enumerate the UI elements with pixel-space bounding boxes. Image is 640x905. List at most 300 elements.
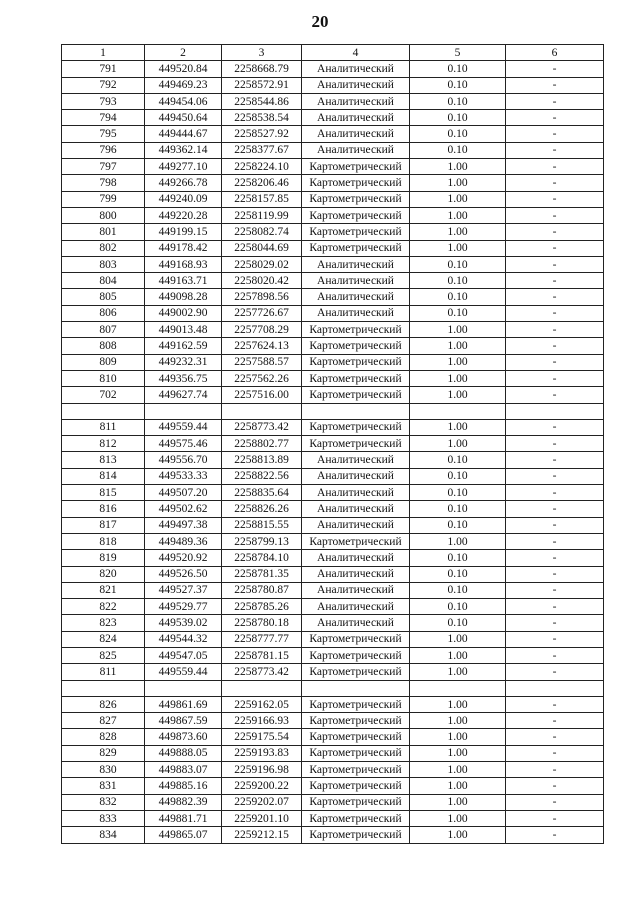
description-cell: - <box>506 273 604 289</box>
y-coordinate-cell: 2257624.13 <box>222 338 302 354</box>
page-number: 20 <box>311 12 329 31</box>
y-coordinate-cell: 2258835.64 <box>222 485 302 501</box>
description-cell: - <box>506 501 604 517</box>
method-cell: Аналитический <box>302 77 410 93</box>
x-coordinate-cell: 449885.16 <box>145 778 222 794</box>
point-number-cell: 817 <box>62 517 145 533</box>
table-row <box>62 468 604 484</box>
x-coordinate-cell: 449098.28 <box>145 289 222 305</box>
description-cell: - <box>506 207 604 223</box>
description-cell: - <box>506 77 604 93</box>
method-cell <box>302 403 410 419</box>
x-coordinate-cell: 449356.75 <box>145 370 222 386</box>
y-coordinate-cell: 2258773.42 <box>222 419 302 435</box>
accuracy-cell: 0.10 <box>410 289 506 305</box>
x-coordinate-cell: 449539.02 <box>145 615 222 631</box>
y-coordinate-cell: 2258029.02 <box>222 256 302 272</box>
accuracy-cell: 1.00 <box>410 419 506 435</box>
method-cell: Картометрический <box>302 419 410 435</box>
x-coordinate-cell: 449277.10 <box>145 159 222 175</box>
x-coordinate-cell: 449575.46 <box>145 436 222 452</box>
y-coordinate-cell: 2258157.85 <box>222 191 302 207</box>
accuracy-cell: 1.00 <box>410 224 506 240</box>
y-coordinate-cell: 2259196.98 <box>222 762 302 778</box>
y-coordinate-cell: 2258773.42 <box>222 664 302 680</box>
point-number-cell: 807 <box>62 322 145 338</box>
x-coordinate-cell: 449527.37 <box>145 582 222 598</box>
point-number-cell: 805 <box>62 289 145 305</box>
accuracy-cell: 1.00 <box>410 175 506 191</box>
accuracy-cell: 0.10 <box>410 599 506 615</box>
point-number-cell: 818 <box>62 533 145 549</box>
method-cell: Картометрический <box>302 387 410 403</box>
x-coordinate-cell: 449544.32 <box>145 631 222 647</box>
description-cell: - <box>506 354 604 370</box>
x-coordinate-cell: 449240.09 <box>145 191 222 207</box>
method-cell: Картометрический <box>302 810 410 826</box>
point-number-cell: 791 <box>62 61 145 77</box>
method-cell: Картометрический <box>302 191 410 207</box>
point-number-cell: 834 <box>62 827 145 843</box>
y-coordinate-cell: 2258802.77 <box>222 436 302 452</box>
y-coordinate-cell: 2257516.00 <box>222 387 302 403</box>
description-cell: - <box>506 810 604 826</box>
x-coordinate-cell: 449865.07 <box>145 827 222 843</box>
table-row <box>62 142 604 158</box>
point-number-cell: 799 <box>62 191 145 207</box>
description-cell: - <box>506 664 604 680</box>
accuracy-cell: 0.10 <box>410 517 506 533</box>
point-number-cell: 793 <box>62 93 145 109</box>
table-row <box>62 338 604 354</box>
accuracy-cell: 0.10 <box>410 273 506 289</box>
x-coordinate-cell: 449013.48 <box>145 322 222 338</box>
method-cell: Аналитический <box>302 110 410 126</box>
table-row <box>62 778 604 794</box>
method-cell: Картометрический <box>302 207 410 223</box>
point-number-cell: 792 <box>62 77 145 93</box>
table-row <box>62 256 604 272</box>
x-coordinate-cell: 449888.05 <box>145 745 222 761</box>
table-row <box>62 224 604 240</box>
point-number-cell: 796 <box>62 142 145 158</box>
table-row <box>62 713 604 729</box>
x-coordinate-cell: 449362.14 <box>145 142 222 158</box>
x-coordinate-cell: 449502.62 <box>145 501 222 517</box>
point-number-cell: 811 <box>62 664 145 680</box>
table-row <box>62 794 604 810</box>
accuracy-cell: 1.00 <box>410 354 506 370</box>
accuracy-cell: 0.10 <box>410 452 506 468</box>
table-row <box>62 93 604 109</box>
accuracy-cell: 1.00 <box>410 794 506 810</box>
table-row <box>62 631 604 647</box>
x-coordinate-cell: 449220.28 <box>145 207 222 223</box>
accuracy-cell: 1.00 <box>410 191 506 207</box>
method-cell: Аналитический <box>302 93 410 109</box>
accuracy-cell: 1.00 <box>410 810 506 826</box>
y-coordinate-cell: 2257898.56 <box>222 289 302 305</box>
y-coordinate-cell <box>222 680 302 696</box>
column-header: 2 <box>145 45 222 61</box>
table-row <box>62 126 604 142</box>
description-cell: - <box>506 61 604 77</box>
point-number-cell: 833 <box>62 810 145 826</box>
accuracy-cell: 1.00 <box>410 533 506 549</box>
table-row <box>62 647 604 663</box>
y-coordinate-cell: 2258784.10 <box>222 550 302 566</box>
x-coordinate-cell: 449529.77 <box>145 599 222 615</box>
accuracy-cell: 1.00 <box>410 387 506 403</box>
y-coordinate-cell: 2258813.89 <box>222 452 302 468</box>
method-cell: Аналитический <box>302 582 410 598</box>
x-coordinate-cell: 449450.64 <box>145 110 222 126</box>
table-row <box>62 289 604 305</box>
method-cell: Картометрический <box>302 696 410 712</box>
description-cell: - <box>506 794 604 810</box>
description-cell: - <box>506 191 604 207</box>
point-number-cell: 811 <box>62 419 145 435</box>
accuracy-cell: 0.10 <box>410 61 506 77</box>
y-coordinate-cell: 2258780.87 <box>222 582 302 598</box>
method-cell: Аналитический <box>302 273 410 289</box>
x-coordinate-cell: 449883.07 <box>145 762 222 778</box>
x-coordinate-cell: 449199.15 <box>145 224 222 240</box>
x-coordinate-cell: 449547.05 <box>145 647 222 663</box>
table-row <box>62 452 604 468</box>
y-coordinate-cell: 2258781.35 <box>222 566 302 582</box>
description-cell: - <box>506 175 604 191</box>
table-row <box>62 485 604 501</box>
accuracy-cell: 1.00 <box>410 338 506 354</box>
x-coordinate-cell: 449520.92 <box>145 550 222 566</box>
point-number-cell: 812 <box>62 436 145 452</box>
accuracy-cell: 0.10 <box>410 485 506 501</box>
point-number-cell: 802 <box>62 240 145 256</box>
y-coordinate-cell: 2258668.79 <box>222 61 302 77</box>
description-cell: - <box>506 550 604 566</box>
method-cell: Картометрический <box>302 745 410 761</box>
point-number-cell: 830 <box>62 762 145 778</box>
accuracy-cell: 1.00 <box>410 159 506 175</box>
point-number-cell: 815 <box>62 485 145 501</box>
description-cell <box>506 403 604 419</box>
x-coordinate-cell: 449232.31 <box>145 354 222 370</box>
accuracy-cell: 0.10 <box>410 126 506 142</box>
y-coordinate-cell: 2257562.26 <box>222 370 302 386</box>
method-cell: Картометрический <box>302 713 410 729</box>
table-row <box>62 762 604 778</box>
point-number-cell: 828 <box>62 729 145 745</box>
description-cell: - <box>506 599 604 615</box>
point-number-cell: 808 <box>62 338 145 354</box>
table-row <box>62 354 604 370</box>
description-cell <box>506 680 604 696</box>
method-cell: Аналитический <box>302 289 410 305</box>
accuracy-cell: 1.00 <box>410 664 506 680</box>
table-row <box>62 615 604 631</box>
method-cell: Аналитический <box>302 305 410 321</box>
description-cell: - <box>506 631 604 647</box>
method-cell: Аналитический <box>302 599 410 615</box>
y-coordinate-cell: 2259193.83 <box>222 745 302 761</box>
y-coordinate-cell: 2257708.29 <box>222 322 302 338</box>
table-row <box>62 566 604 582</box>
table-row <box>62 110 604 126</box>
method-cell: Картометрический <box>302 778 410 794</box>
table-row <box>62 273 604 289</box>
y-coordinate-cell: 2258538.54 <box>222 110 302 126</box>
point-number-cell: 823 <box>62 615 145 631</box>
accuracy-cell: 0.10 <box>410 582 506 598</box>
description-cell: - <box>506 436 604 452</box>
method-cell: Картометрический <box>302 664 410 680</box>
point-number-cell: 798 <box>62 175 145 191</box>
x-coordinate-cell: 449559.44 <box>145 419 222 435</box>
accuracy-cell: 1.00 <box>410 240 506 256</box>
description-cell: - <box>506 322 604 338</box>
description-cell: - <box>506 452 604 468</box>
accuracy-cell: 0.10 <box>410 468 506 484</box>
accuracy-cell: 0.10 <box>410 77 506 93</box>
x-coordinate-cell: 449168.93 <box>145 256 222 272</box>
x-coordinate-cell: 449520.84 <box>145 61 222 77</box>
table-row <box>62 599 604 615</box>
method-cell: Картометрический <box>302 370 410 386</box>
accuracy-cell: 0.10 <box>410 256 506 272</box>
point-number-cell: 800 <box>62 207 145 223</box>
x-coordinate-cell: 449162.59 <box>145 338 222 354</box>
description-cell: - <box>506 305 604 321</box>
table-row <box>62 533 604 549</box>
y-coordinate-cell: 2258781.15 <box>222 647 302 663</box>
method-cell: Аналитический <box>302 517 410 533</box>
method-cell: Аналитический <box>302 550 410 566</box>
point-number-cell: 795 <box>62 126 145 142</box>
x-coordinate-cell: 449507.20 <box>145 485 222 501</box>
point-number-cell: 794 <box>62 110 145 126</box>
table-row <box>62 77 604 93</box>
table-row <box>62 305 604 321</box>
table-row <box>62 745 604 761</box>
accuracy-cell: 1.00 <box>410 745 506 761</box>
method-cell: Аналитический <box>302 142 410 158</box>
method-cell: Картометрический <box>302 224 410 240</box>
point-number-cell: 816 <box>62 501 145 517</box>
table-row <box>62 827 604 843</box>
table-row <box>62 664 604 680</box>
y-coordinate-cell: 2258224.10 <box>222 159 302 175</box>
point-number-cell: 814 <box>62 468 145 484</box>
x-coordinate-cell: 449497.38 <box>145 517 222 533</box>
point-number-cell: 797 <box>62 159 145 175</box>
description-cell: - <box>506 256 604 272</box>
point-number-cell: 831 <box>62 778 145 794</box>
accuracy-cell: 1.00 <box>410 696 506 712</box>
y-coordinate-cell: 2258572.91 <box>222 77 302 93</box>
method-cell: Аналитический <box>302 615 410 631</box>
y-coordinate-cell: 2259201.10 <box>222 810 302 826</box>
y-coordinate-cell: 2258785.26 <box>222 599 302 615</box>
x-coordinate-cell: 449526.50 <box>145 566 222 582</box>
table-row <box>62 582 604 598</box>
point-number-cell: 813 <box>62 452 145 468</box>
accuracy-cell <box>410 680 506 696</box>
table-row <box>62 696 604 712</box>
method-cell: Картометрический <box>302 631 410 647</box>
y-coordinate-cell: 2258082.74 <box>222 224 302 240</box>
point-number-cell <box>62 403 145 419</box>
x-coordinate-cell <box>145 403 222 419</box>
x-coordinate-cell: 449454.06 <box>145 93 222 109</box>
accuracy-cell: 1.00 <box>410 631 506 647</box>
description-cell: - <box>506 224 604 240</box>
description-cell: - <box>506 745 604 761</box>
accuracy-cell: 0.10 <box>410 615 506 631</box>
table-body <box>62 61 604 843</box>
x-coordinate-cell: 449178.42 <box>145 240 222 256</box>
y-coordinate-cell: 2257588.57 <box>222 354 302 370</box>
y-coordinate-cell: 2258815.55 <box>222 517 302 533</box>
accuracy-cell: 1.00 <box>410 713 506 729</box>
y-coordinate-cell: 2258822.56 <box>222 468 302 484</box>
y-coordinate-cell: 2258206.46 <box>222 175 302 191</box>
description-cell: - <box>506 419 604 435</box>
x-coordinate-cell: 449163.71 <box>145 273 222 289</box>
accuracy-cell: 0.10 <box>410 305 506 321</box>
description-cell: - <box>506 778 604 794</box>
table-header-row <box>62 45 604 61</box>
coordinates-table <box>61 44 604 844</box>
method-cell: Картометрический <box>302 354 410 370</box>
accuracy-cell: 1.00 <box>410 729 506 745</box>
description-cell: - <box>506 468 604 484</box>
method-cell: Картометрический <box>302 729 410 745</box>
point-number-cell: 822 <box>62 599 145 615</box>
accuracy-cell: 1.00 <box>410 436 506 452</box>
column-header: 6 <box>506 45 604 61</box>
x-coordinate-cell: 449867.59 <box>145 713 222 729</box>
method-cell: Картометрический <box>302 175 410 191</box>
x-coordinate-cell: 449559.44 <box>145 664 222 680</box>
y-coordinate-cell: 2258377.67 <box>222 142 302 158</box>
description-cell: - <box>506 533 604 549</box>
x-coordinate-cell: 449881.71 <box>145 810 222 826</box>
column-header: 5 <box>410 45 506 61</box>
description-cell: - <box>506 762 604 778</box>
point-number-cell: 821 <box>62 582 145 598</box>
x-coordinate-cell: 449444.67 <box>145 126 222 142</box>
y-coordinate-cell: 2258780.18 <box>222 615 302 631</box>
y-coordinate-cell: 2259175.54 <box>222 729 302 745</box>
table-row <box>62 419 604 435</box>
method-cell: Аналитический <box>302 61 410 77</box>
accuracy-cell: 0.10 <box>410 566 506 582</box>
point-number-cell: 825 <box>62 647 145 663</box>
table-row <box>62 810 604 826</box>
description-cell: - <box>506 142 604 158</box>
description-cell: - <box>506 338 604 354</box>
description-cell: - <box>506 713 604 729</box>
accuracy-cell: 1.00 <box>410 827 506 843</box>
point-number-cell: 806 <box>62 305 145 321</box>
method-cell: Картометрический <box>302 436 410 452</box>
table-row <box>62 550 604 566</box>
method-cell: Аналитический <box>302 501 410 517</box>
y-coordinate-cell <box>222 403 302 419</box>
method-cell: Аналитический <box>302 126 410 142</box>
description-cell: - <box>506 517 604 533</box>
method-cell: Картометрический <box>302 533 410 549</box>
table-row <box>62 517 604 533</box>
accuracy-cell: 1.00 <box>410 322 506 338</box>
description-cell: - <box>506 289 604 305</box>
method-cell: Картометрический <box>302 762 410 778</box>
accuracy-cell: 0.10 <box>410 550 506 566</box>
y-coordinate-cell: 2259212.15 <box>222 827 302 843</box>
accuracy-cell: 1.00 <box>410 207 506 223</box>
x-coordinate-cell: 449469.23 <box>145 77 222 93</box>
table-row <box>62 191 604 207</box>
point-number-cell: 827 <box>62 713 145 729</box>
description-cell: - <box>506 159 604 175</box>
point-number-cell: 820 <box>62 566 145 582</box>
point-number-cell: 804 <box>62 273 145 289</box>
method-cell: Картометрический <box>302 827 410 843</box>
description-cell: - <box>506 240 604 256</box>
accuracy-cell: 0.10 <box>410 501 506 517</box>
method-cell: Аналитический <box>302 256 410 272</box>
y-coordinate-cell: 2258544.86 <box>222 93 302 109</box>
y-coordinate-cell: 2259166.93 <box>222 713 302 729</box>
table-row <box>62 501 604 517</box>
point-number-cell: 702 <box>62 387 145 403</box>
point-number-cell <box>62 680 145 696</box>
description-cell: - <box>506 582 604 598</box>
table-row <box>62 403 604 419</box>
y-coordinate-cell: 2258527.92 <box>222 126 302 142</box>
table-row <box>62 387 604 403</box>
column-header: 3 <box>222 45 302 61</box>
y-coordinate-cell: 2258826.26 <box>222 501 302 517</box>
method-cell: Картометрический <box>302 240 410 256</box>
accuracy-cell: 1.00 <box>410 778 506 794</box>
point-number-cell: 810 <box>62 370 145 386</box>
y-coordinate-cell: 2258119.99 <box>222 207 302 223</box>
method-cell: Картометрический <box>302 322 410 338</box>
description-cell: - <box>506 110 604 126</box>
method-cell: Аналитический <box>302 468 410 484</box>
y-coordinate-cell: 2258020.42 <box>222 273 302 289</box>
table-row <box>62 729 604 745</box>
table-row <box>62 207 604 223</box>
y-coordinate-cell: 2258044.69 <box>222 240 302 256</box>
method-cell: Картометрический <box>302 794 410 810</box>
column-header: 1 <box>62 45 145 61</box>
method-cell: Картометрический <box>302 647 410 663</box>
table-row <box>62 322 604 338</box>
x-coordinate-cell: 449873.60 <box>145 729 222 745</box>
y-coordinate-cell: 2257726.67 <box>222 305 302 321</box>
x-coordinate-cell: 449266.78 <box>145 175 222 191</box>
accuracy-cell: 0.10 <box>410 110 506 126</box>
accuracy-cell: 1.00 <box>410 647 506 663</box>
x-coordinate-cell: 449489.36 <box>145 533 222 549</box>
method-cell: Аналитический <box>302 485 410 501</box>
table-row <box>62 370 604 386</box>
accuracy-cell: 0.10 <box>410 93 506 109</box>
y-coordinate-cell: 2259200.22 <box>222 778 302 794</box>
